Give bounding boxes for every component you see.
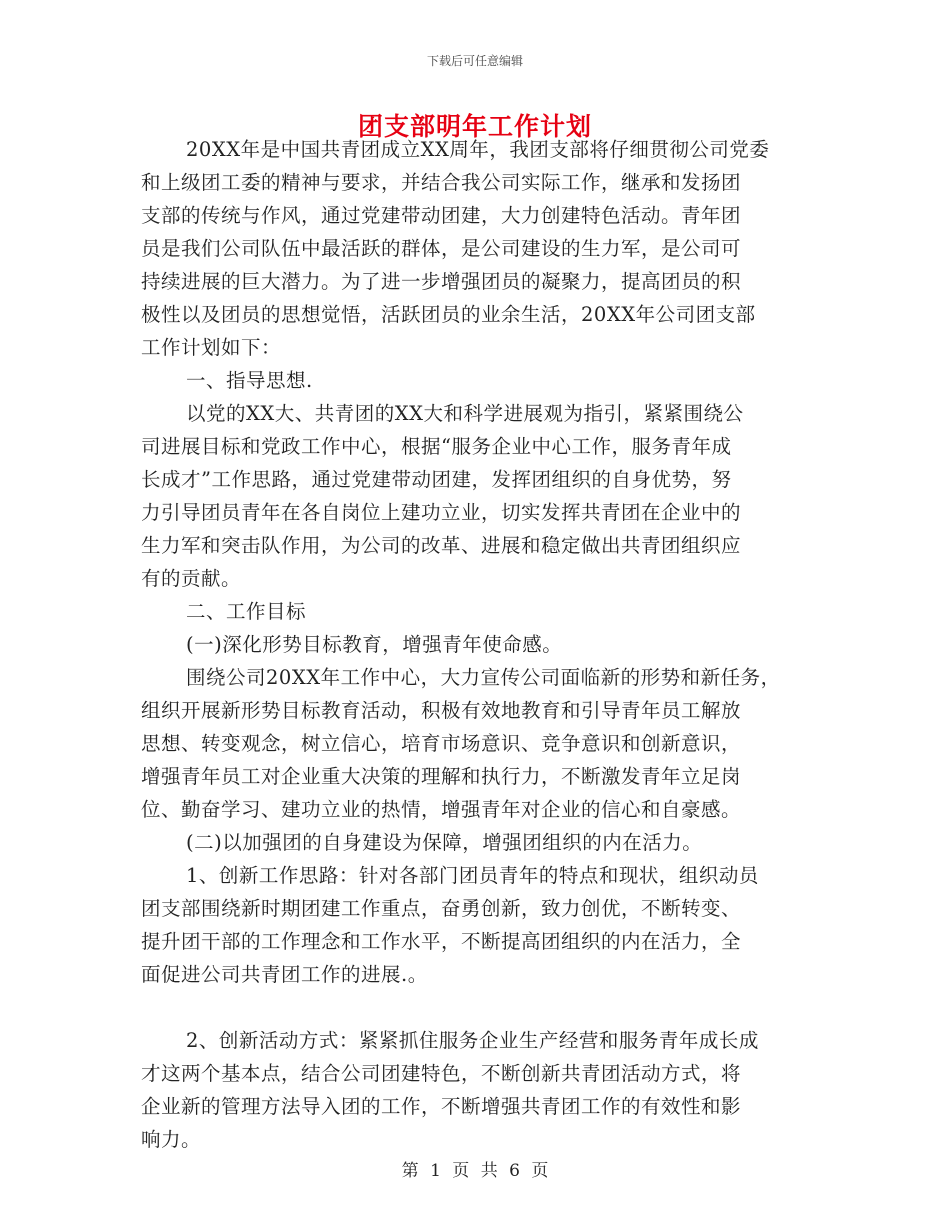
text-line: 和上级团工委的精神与要求，并结合我公司实际工作，继承和发扬团 bbox=[141, 171, 742, 194]
text-line: 以党的XX大、共青团的XX大和科学进展观为指引，紧紧围绕公 bbox=[186, 402, 744, 425]
text-line: 1、创新工作思路：针对各部门团员青年的特点和现状，组织动员 bbox=[186, 864, 759, 887]
text-line: 围绕公司20XX年工作中心，大力宣传公司面临新的形势和新任务， bbox=[186, 666, 781, 689]
text-line: 力引导团员青年在各自岗位上建功立业，切实发挥共青团在企业中的 bbox=[141, 501, 742, 524]
text-line: 组织开展新形势目标教育活动，积极有效地教育和引导青年员工解放 bbox=[141, 699, 742, 722]
page-header: 下载后可任意编辑 bbox=[426, 54, 523, 68]
text-line: 有的贡献。 bbox=[141, 567, 242, 590]
text-line: 司进展目标和党政工作中心，根据“服务企业中心工作，服务青年成 bbox=[141, 435, 732, 458]
text-line: (二)以加强团的自身建设为保障，增强团组织的内在活力。 bbox=[186, 831, 703, 854]
text-line: 企业新的管理方法导入团的工作，不断增强共青团工作的有效性和影 bbox=[141, 1095, 742, 1118]
text-line: 一、指导思想. bbox=[186, 369, 313, 392]
text-line: 团支部围绕新时期团建工作重点，奋勇创新，致力创优，不断转变、 bbox=[141, 897, 742, 920]
text-line: 工作计划如下： bbox=[141, 336, 282, 359]
text-line: 20XX年是中国共青团成立XX周年，我团支部将仔细贯彻公司党委 bbox=[186, 138, 770, 161]
text-line: 面促进公司共青团工作的进展.。 bbox=[141, 963, 428, 986]
text-line: (一)深化形势目标教育，增强青年使命感。 bbox=[186, 633, 563, 656]
text-line: 响力。 bbox=[141, 1128, 202, 1151]
text-line: 生力军和突击队作用，为公司的改革、进展和稳定做出共青团组织应 bbox=[141, 534, 742, 557]
text-line: 才这两个基本点，结合公司团建特色，不断创新共青团活动方式，将 bbox=[141, 1062, 742, 1085]
text-line: 2、创新活动方式：紧紧抓住服务企业生产经营和服务青年成长成 bbox=[186, 1029, 759, 1052]
page-footer: 第 1 页 共 6 页 bbox=[401, 1161, 549, 1181]
document-title: 团支部明年工作计划 bbox=[357, 112, 592, 141]
text-line: 持续进展的巨大潜力。为了进一步增强团员的凝聚力，提高团员的积 bbox=[141, 270, 742, 293]
text-line: 二、工作目标 bbox=[186, 600, 307, 623]
text-line bbox=[141, 991, 821, 1024]
text-line: 提升团干部的工作理念和工作水平，不断提高团组织的内在活力，全 bbox=[141, 930, 742, 953]
document-body bbox=[141, 133, 821, 1156]
text-line: 支部的传统与作风，通过党建带动团建，大力创建特色活动。青年团 bbox=[141, 204, 742, 227]
text-line: 思想、转变观念，树立信心，培育市场意识、竞争意识和创新意识， bbox=[141, 732, 742, 755]
text-line: 长成才”工作思路，通过党建带动团建，发挥团组织的自身优势，努 bbox=[141, 468, 732, 491]
text-line: 员是我们公司队伍中最活跃的群体，是公司建设的生力军，是公司可 bbox=[141, 237, 742, 260]
text-line: 极性以及团员的思想觉悟，活跃团员的业余生活，20XX年公司团支部 bbox=[141, 303, 756, 326]
text-line: 位、勤奋学习、建功立业的热情，增强青年对企业的信心和自豪感。 bbox=[141, 798, 742, 821]
text-line: 增强青年员工对企业重大决策的理解和执行力，不断激发青年立足岗 bbox=[141, 765, 742, 788]
